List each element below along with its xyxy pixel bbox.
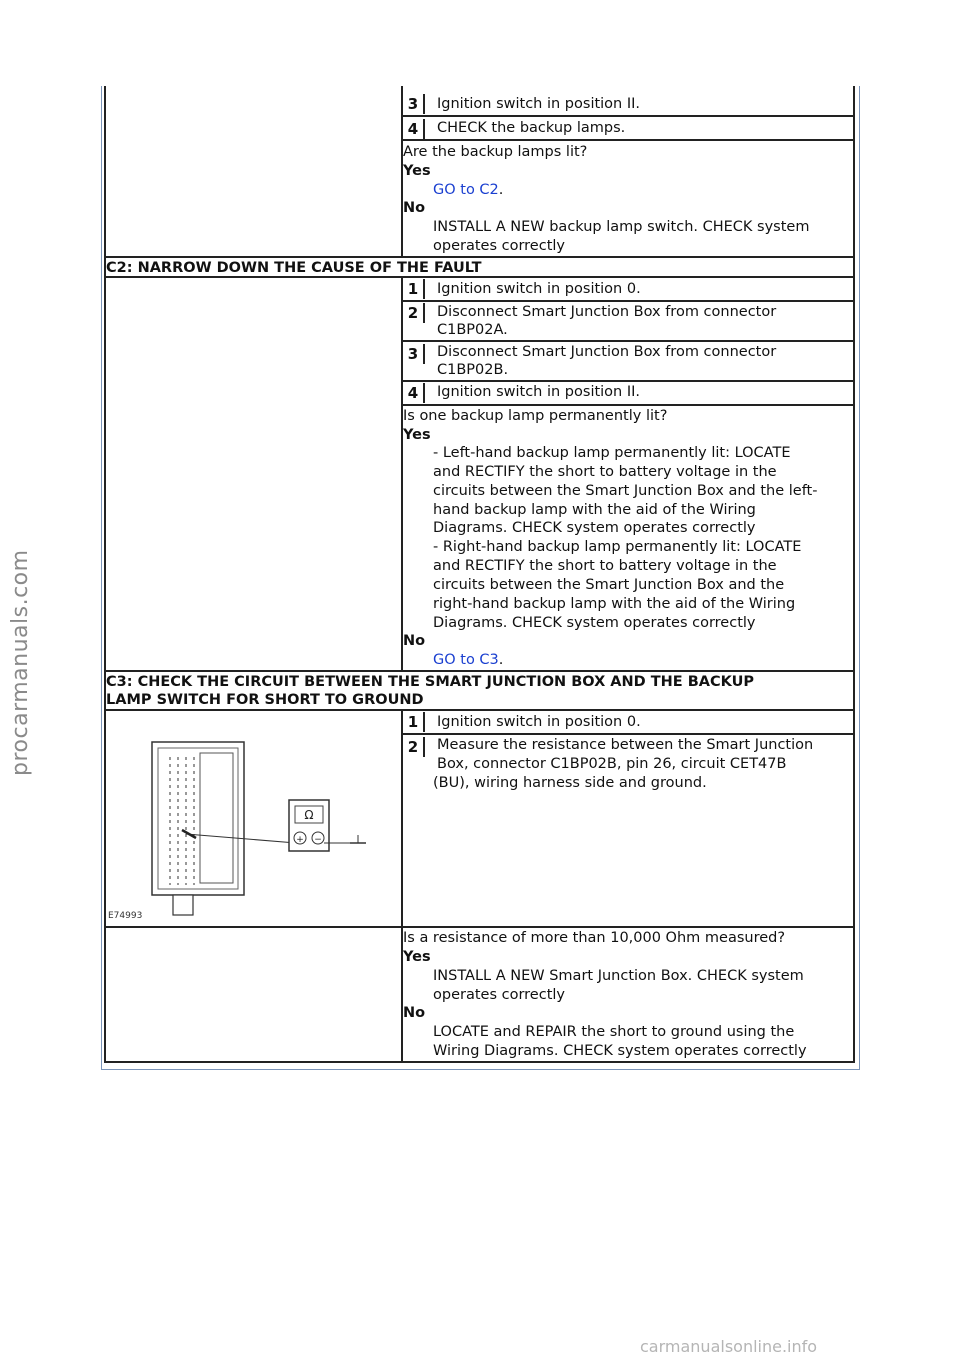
row-line (401, 300, 855, 302)
step-number: 3 (406, 94, 425, 114)
c2-heading: C2: NARROW DOWN THE CAUSE OF THE FAULT (106, 260, 482, 276)
step-number: 2 (406, 303, 425, 323)
row-line (401, 380, 855, 382)
step-text: Ignition switch in position 0. (437, 281, 641, 297)
period: . (498, 652, 504, 668)
step-text: C1BP02B. (437, 362, 509, 378)
step-number: 2 (406, 737, 425, 757)
figure-label: E74993 (108, 911, 143, 921)
yes-line: - Right-hand backup lamp permanently lit: LOCATE (433, 539, 802, 555)
step-text: Box, connector C1BP02B, pin 26, circuit CET47B (437, 756, 787, 772)
minus-sign: − (314, 835, 322, 845)
no-action-line: operates correctly (433, 238, 565, 254)
column-divider (401, 276, 403, 670)
row-line (401, 733, 855, 735)
bottom-watermark: carmanualsonline.info (640, 1337, 818, 1356)
step-number: 3 (406, 344, 425, 364)
yes-label: Yes (403, 949, 431, 965)
step-text: Ignition switch in position 0. (437, 714, 641, 730)
row-line (401, 139, 855, 141)
row-line (104, 926, 855, 928)
yes-line: Diagrams. CHECK system operates correctly (433, 615, 756, 631)
no-action (433, 651, 503, 670)
row-line (104, 670, 855, 672)
step-text: C1BP02A. (437, 322, 508, 338)
connector-diagram-svg (106, 735, 400, 925)
step-text: CHECK the backup lamps. (437, 120, 626, 136)
yes-line: circuits between the Smart Junction Box and the left- (433, 483, 818, 499)
plus-sign: + (296, 835, 304, 845)
row-line (104, 276, 855, 278)
yes-action (433, 181, 503, 200)
yes-line: circuits between the Smart Junction Box and the (433, 577, 785, 593)
yes-line: operates correctly (433, 987, 565, 1003)
step-number: 4 (406, 383, 425, 403)
connector-latch (200, 753, 233, 883)
step-text: Measure the resistance between the Smart Junction (437, 737, 814, 753)
yes-line: - Left-hand backup lamp permanently lit: LOCATE (433, 445, 791, 461)
c3-heading-line: C3: CHECK THE CIRCUIT BETWEEN THE SMART JUNCTION BOX AND THE BACKUP (106, 674, 755, 690)
no-action-line: INSTALL A NEW backup lamp switch. CHECK system (433, 219, 810, 235)
row-line (104, 256, 855, 258)
row-line (401, 115, 855, 117)
step-text: Disconnect Smart Junction Box from connector (437, 344, 777, 360)
yes-line: and RECTIFY the short to battery voltage in the (433, 464, 777, 480)
step-number: 4 (406, 119, 425, 139)
no-label: No (403, 200, 426, 216)
question: Are the backup lamps lit? (403, 144, 588, 160)
row-line (401, 404, 855, 406)
yes-line: and RECTIFY the short to battery voltage in the (433, 558, 777, 574)
row-line (104, 709, 855, 711)
connector-tab (173, 895, 193, 915)
step-number: 1 (406, 712, 425, 732)
no-label: No (403, 633, 426, 649)
yes-label: Yes (403, 427, 431, 443)
no-line: LOCATE and REPAIR the short to ground using the (433, 1024, 795, 1040)
go-to-c3-link[interactable]: GO to C3 (433, 652, 499, 668)
ohm-symbol: Ω (304, 808, 314, 822)
period: . (498, 182, 504, 198)
step-number: 1 (406, 279, 425, 299)
step-text: (BU), wiring harness side and ground. (433, 775, 707, 791)
yes-line: Diagrams. CHECK system operates correctly (433, 520, 756, 536)
question: Is a resistance of more than 10,000 Ohm measured? (403, 930, 786, 946)
step-text: Ignition switch in position II. (437, 384, 641, 400)
connector-diagram (106, 735, 400, 925)
yes-line: INSTALL A NEW Smart Junction Box. CHECK system (433, 968, 804, 984)
go-to-c2-link[interactable]: GO to C2 (433, 182, 499, 198)
yes-label: Yes (403, 163, 431, 179)
yes-line: hand backup lamp with the aid of the Wiring (433, 502, 756, 518)
step-text: Ignition switch in position II. (437, 96, 641, 112)
step-text: Disconnect Smart Junction Box from connector (437, 304, 777, 320)
no-line: Wiring Diagrams. CHECK system operates correctly (433, 1043, 807, 1059)
no-label: No (403, 1005, 426, 1021)
side-watermark: procarmanuals.com (8, 549, 33, 776)
yes-line: right-hand backup lamp with the aid of the Wiring (433, 596, 796, 612)
row-line (401, 340, 855, 342)
question: Is one backup lamp permanently lit? (403, 408, 668, 424)
c3-heading-line: LAMP SWITCH FOR SHORT TO GROUND (106, 692, 424, 708)
